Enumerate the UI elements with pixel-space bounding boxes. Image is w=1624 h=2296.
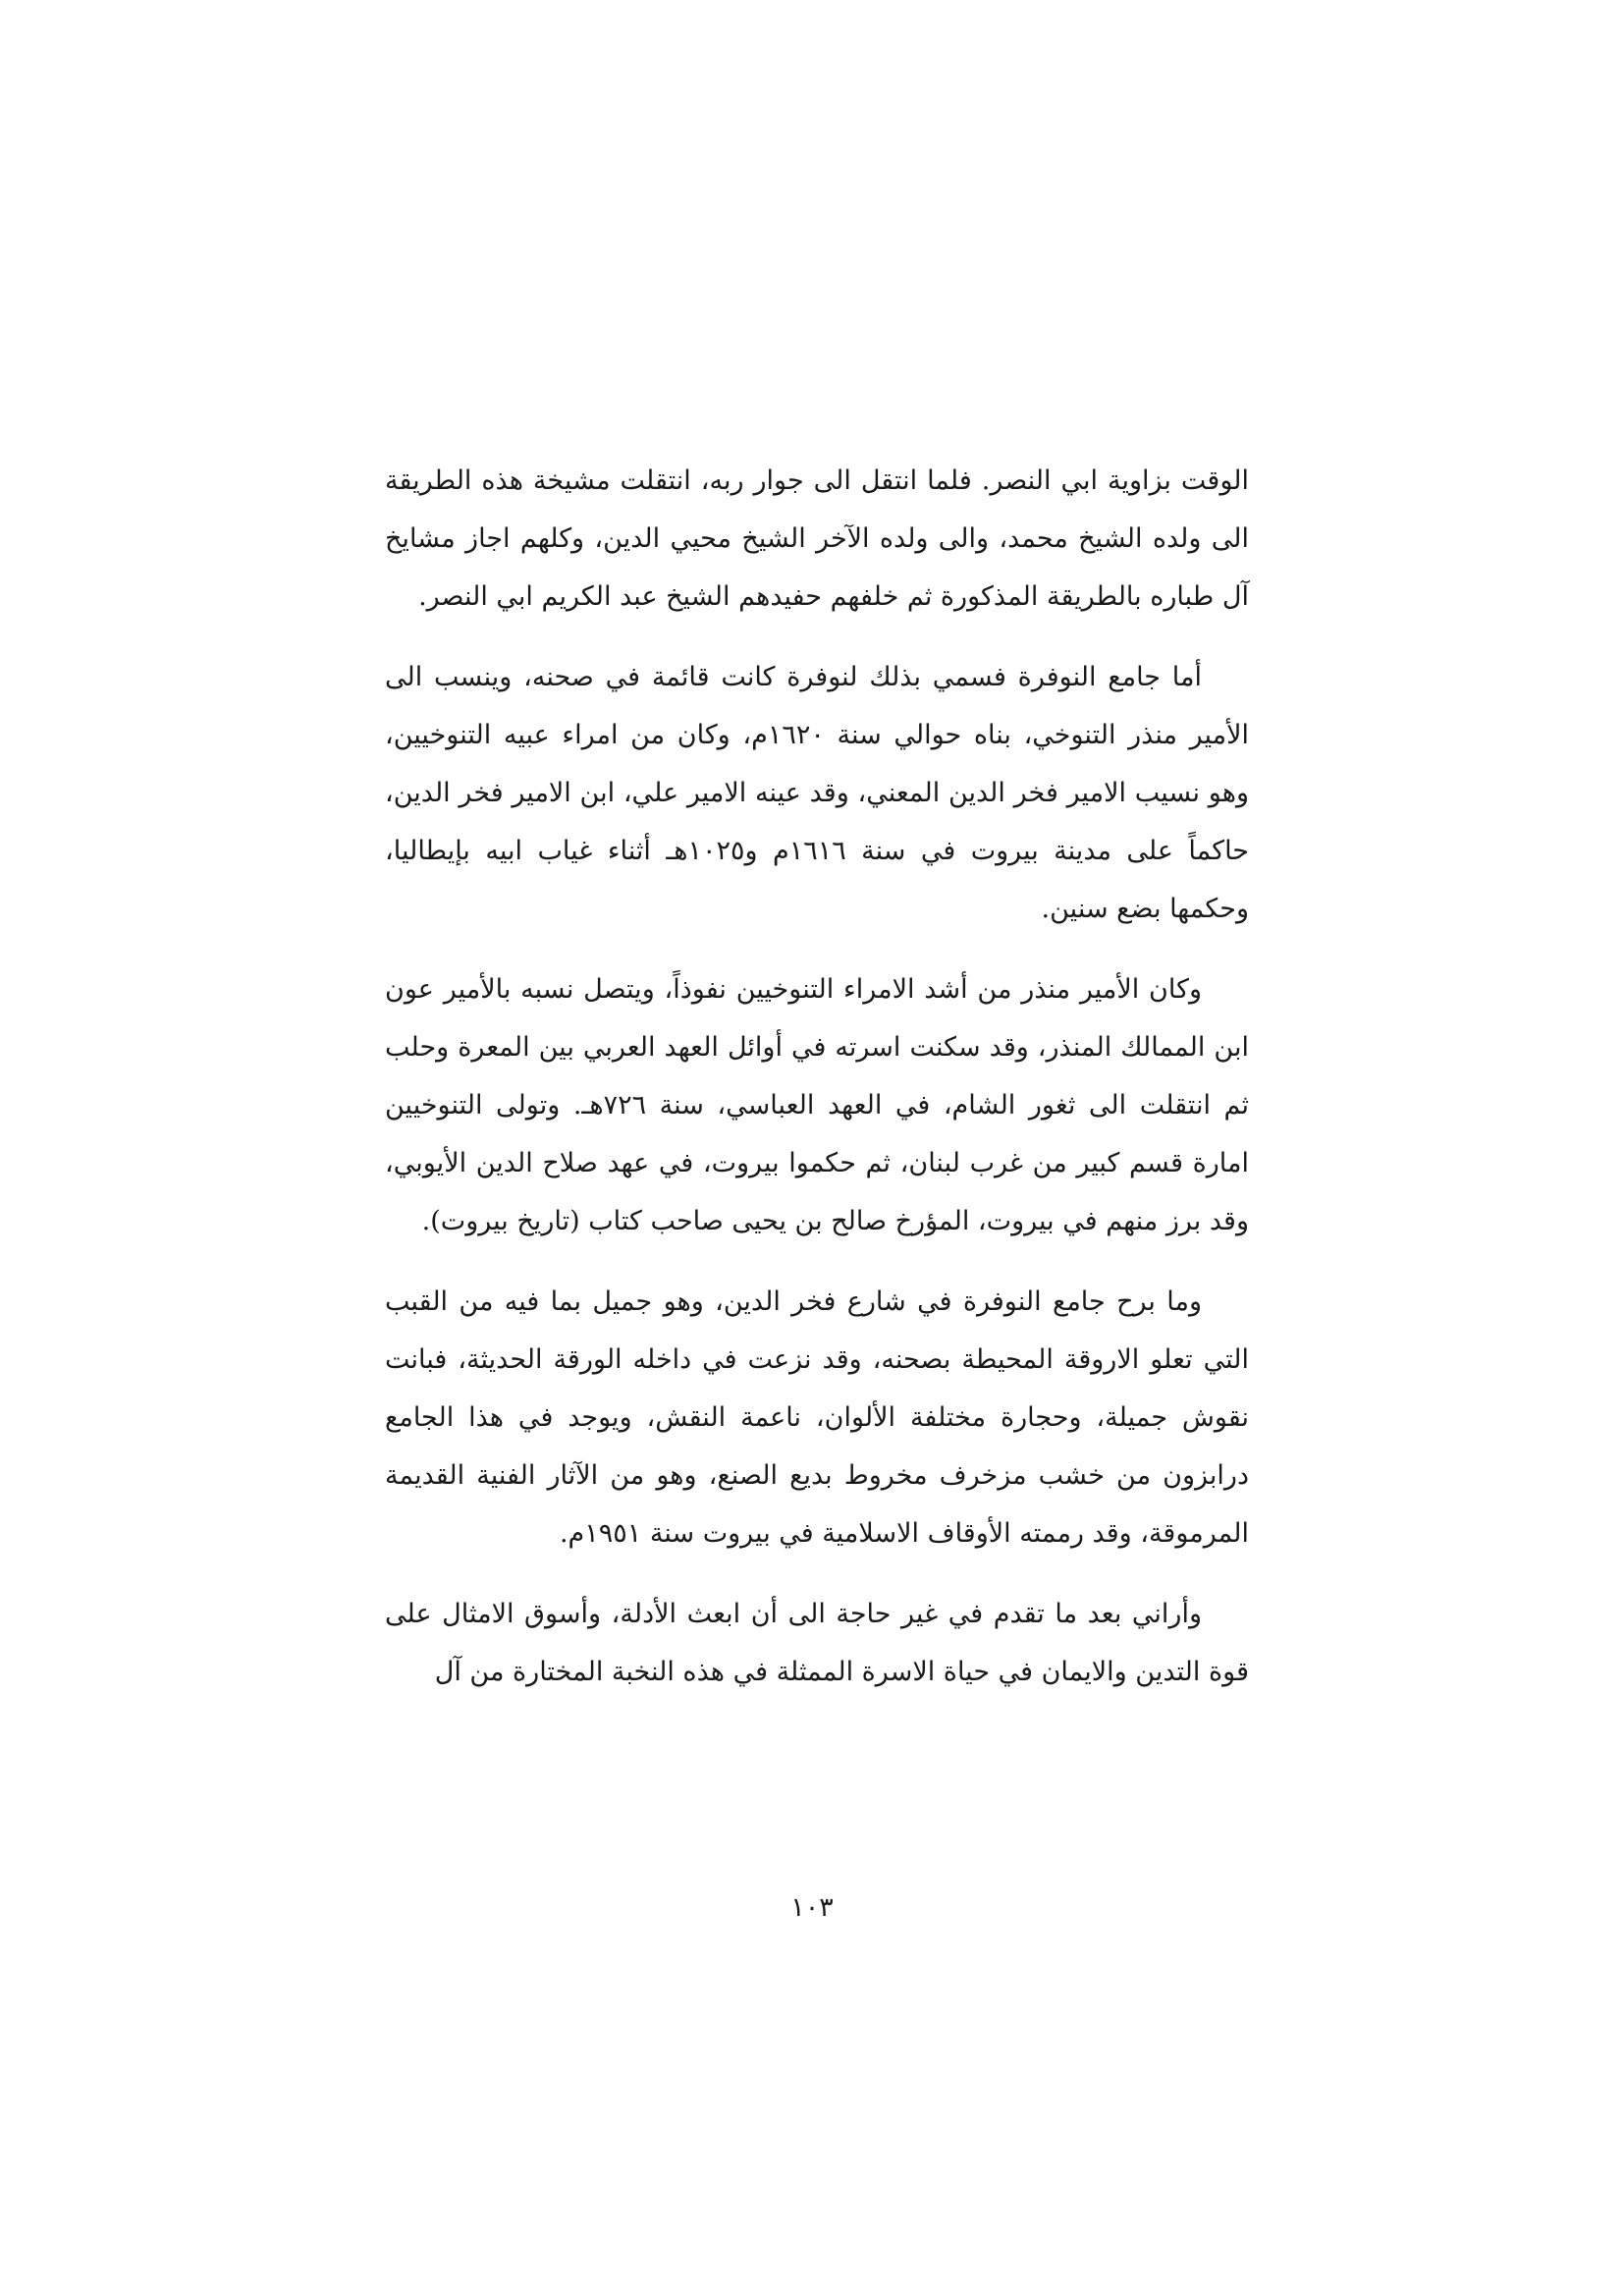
- paragraph-emir-munzir: وكان الأمير منذر من أشد الامراء التنوخيين نفوذاً، ويتصل نسبه بالأمير عون ابن الممالك المنذر، وقد سكنت اسرته في أوائل العهد العربي بين المعرة وحلب ثم انتقلت الى ثغور الشام، في العهد العباسي، سنة ٧٢٦هـ. وتولى التنوخيين امارة قسم كبير من غرب لبنان، ثم حكموا بيروت، في عهد صلاح الدين الأيوبي، وقد برز منهم في بيروت، المؤرخ صالح بن يحيى صاحب كتاب (تاريخ بيروت).: [385, 974, 1250, 1236]
- paragraph-continued: الوقت بزاوية ابي النصر. فلما انتقل الى جوار ربه، انتقلت مشيخة هذه الطريقة الى ولده الشيخ محمد، والى ولده الآخر الشيخ محيي الدين، وكلهم اجاز مشايخ آل طباره بالطريقة المذكورة ثم خلفهم حفيدهم الشيخ عبد الكريم ابي النصر.: [385, 465, 1249, 612]
- paragraph-nofara-mosque: أما جامع النوفرة فسمي بذلك لنوفرة كانت قائمة في صحنه، وينسب الى الأمير منذر التنوخي، بناه حوالي سنة ١٦٢٠م، وكان من امراء عبيه التنوخيين، وهو نسيب الامير فخر الدين المعني، وقد عينه الامير علي، ابن الامير فخر الدين، حاكماً على مدينة بيروت في سنة ١٦١٦م و١٠٢٥هـ أثناء غياب ابيه بإيطاليا، وحكمها بضع سنين.: [385, 662, 1249, 924]
- paragraph-mosque-description: وما برح جامع النوفرة في شارع فخر الدين، وهو جميل بما فيه من القبب التي تعلو الاروقة المحيطة بصحنه، وقد نزعت في داخله الورقة الحديثة، فبانت نقوش جميلة، وحجارة مختلفة الألوان، ناعمة النقش، ويوجد في هذا الجامع درابزون من خشب مزخرف مخروط بديع الصنع، وهو من الآثار الفنية القديمة المرموقة، وقد رممته الأوقاف الاسلامية في بيروت سنة ١٩٥١م.: [385, 1286, 1249, 1549]
- page-number: ١٠٣: [790, 1892, 834, 1923]
- paragraph-closing: وأراني بعد ما تقدم في غير حاجة الى أن ابعث الأدلة، وأسوق الامثال على قوة التدين والايمان في حياة الاسرة الممثلة في هذه النخبة المختارة من آل: [385, 1599, 1249, 1687]
- body-text: [385, 452, 1249, 1723]
